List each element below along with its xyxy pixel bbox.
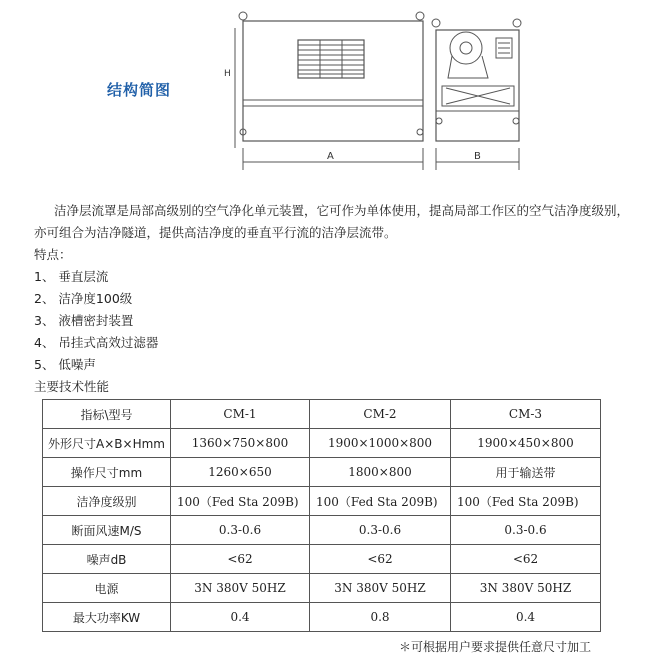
- table-cell: 0.3-0.6: [451, 516, 601, 545]
- row-label: 断面风速M/S: [43, 516, 171, 545]
- structure-diagram: [224, 8, 530, 173]
- spec-table: [42, 399, 601, 632]
- fan-hub: [460, 42, 472, 54]
- fan-housing: [450, 32, 482, 64]
- mount-hole: [436, 118, 442, 124]
- table-cell: 3N 380V 50HZ: [310, 574, 451, 603]
- specs-title: 主要技术性能: [34, 379, 110, 394]
- features-title: 特点：: [34, 247, 72, 262]
- table-cell: <62: [310, 545, 451, 574]
- intro-paragraph: 洁净层流罩是局部高级别的空气净化单元装置，它可作为单体使用，提高局部工作区的空气洁净度级别，亦可组合为洁净隧道，提供高洁净度的垂直平行流的洁净层流带。: [34, 203, 630, 240]
- table-header-cell: CM-2: [310, 400, 451, 429]
- table-cell: 用于输送带: [451, 458, 601, 487]
- row-label: 外形尺寸A×B×Hmm: [43, 429, 171, 458]
- dimension-label-h: H: [224, 69, 231, 79]
- row-label: 噪声dB: [43, 545, 171, 574]
- vent-grille: [298, 40, 364, 78]
- table-cell: 0.3-0.6: [171, 516, 310, 545]
- mount-hole: [432, 19, 440, 27]
- dimension-label-b: B: [474, 151, 481, 162]
- table-row: [43, 429, 601, 458]
- feature-item: 1、 垂直层流: [34, 269, 109, 284]
- table-cell: 100（Fed Sta 209B): [171, 487, 310, 516]
- mount-hole: [239, 12, 247, 20]
- table-cell: 1900×450×800: [451, 429, 601, 458]
- table-header-cell: CM-1: [171, 400, 310, 429]
- row-label: 操作尺寸mm: [43, 458, 171, 487]
- table-cell: <62: [451, 545, 601, 574]
- table-cell: <62: [171, 545, 310, 574]
- mount-hole: [417, 129, 423, 135]
- mount-hole: [513, 118, 519, 124]
- table-header-cell: 指标\型号: [43, 400, 171, 429]
- table-cell: 100（Fed Sta 209B): [310, 487, 451, 516]
- table-cell: 100（Fed Sta 209B): [451, 487, 601, 516]
- table-row: [43, 603, 601, 632]
- table-header-cell: CM-3: [451, 400, 601, 429]
- table-header-row: [43, 400, 601, 429]
- table-cell: 0.4: [451, 603, 601, 632]
- feature-item: 4、 吊挂式高效过滤器: [34, 335, 159, 350]
- mount-hole: [416, 12, 424, 20]
- footnote: ＊可根据用户要求提供任意尺寸加工: [399, 640, 592, 654]
- table-row: [43, 516, 601, 545]
- feature-item: 2、 洁净度100级: [34, 291, 133, 306]
- table-cell: 0.3-0.6: [310, 516, 451, 545]
- feature-item: 5、 低噪声: [34, 357, 96, 372]
- table-cell: 1800×800: [310, 458, 451, 487]
- table-cell: 1360×750×800: [171, 429, 310, 458]
- intro-text: [34, 200, 634, 398]
- table-cell: 1260×650: [171, 458, 310, 487]
- table-cell: 3N 380V 50HZ: [171, 574, 310, 603]
- dimension-label-a: A: [327, 151, 334, 162]
- spec-table-wrapper: [42, 399, 601, 632]
- table-row: [43, 574, 601, 603]
- row-label: 洁净度级别: [43, 487, 171, 516]
- table-cell: 0.8: [310, 603, 451, 632]
- table-row: [43, 487, 601, 516]
- front-view-body: [243, 21, 423, 141]
- mount-hole: [513, 19, 521, 27]
- diagram-title: 结构简图: [107, 81, 172, 99]
- table-cell: 1900×1000×800: [310, 429, 451, 458]
- table-cell: 0.4: [171, 603, 310, 632]
- feature-item: 3、 液槽密封装置: [34, 313, 134, 328]
- table-row: [43, 458, 601, 487]
- row-label: 最大功率KW: [43, 603, 171, 632]
- table-row: [43, 545, 601, 574]
- table-cell: 3N 380V 50HZ: [451, 574, 601, 603]
- row-label: 电源: [43, 574, 171, 603]
